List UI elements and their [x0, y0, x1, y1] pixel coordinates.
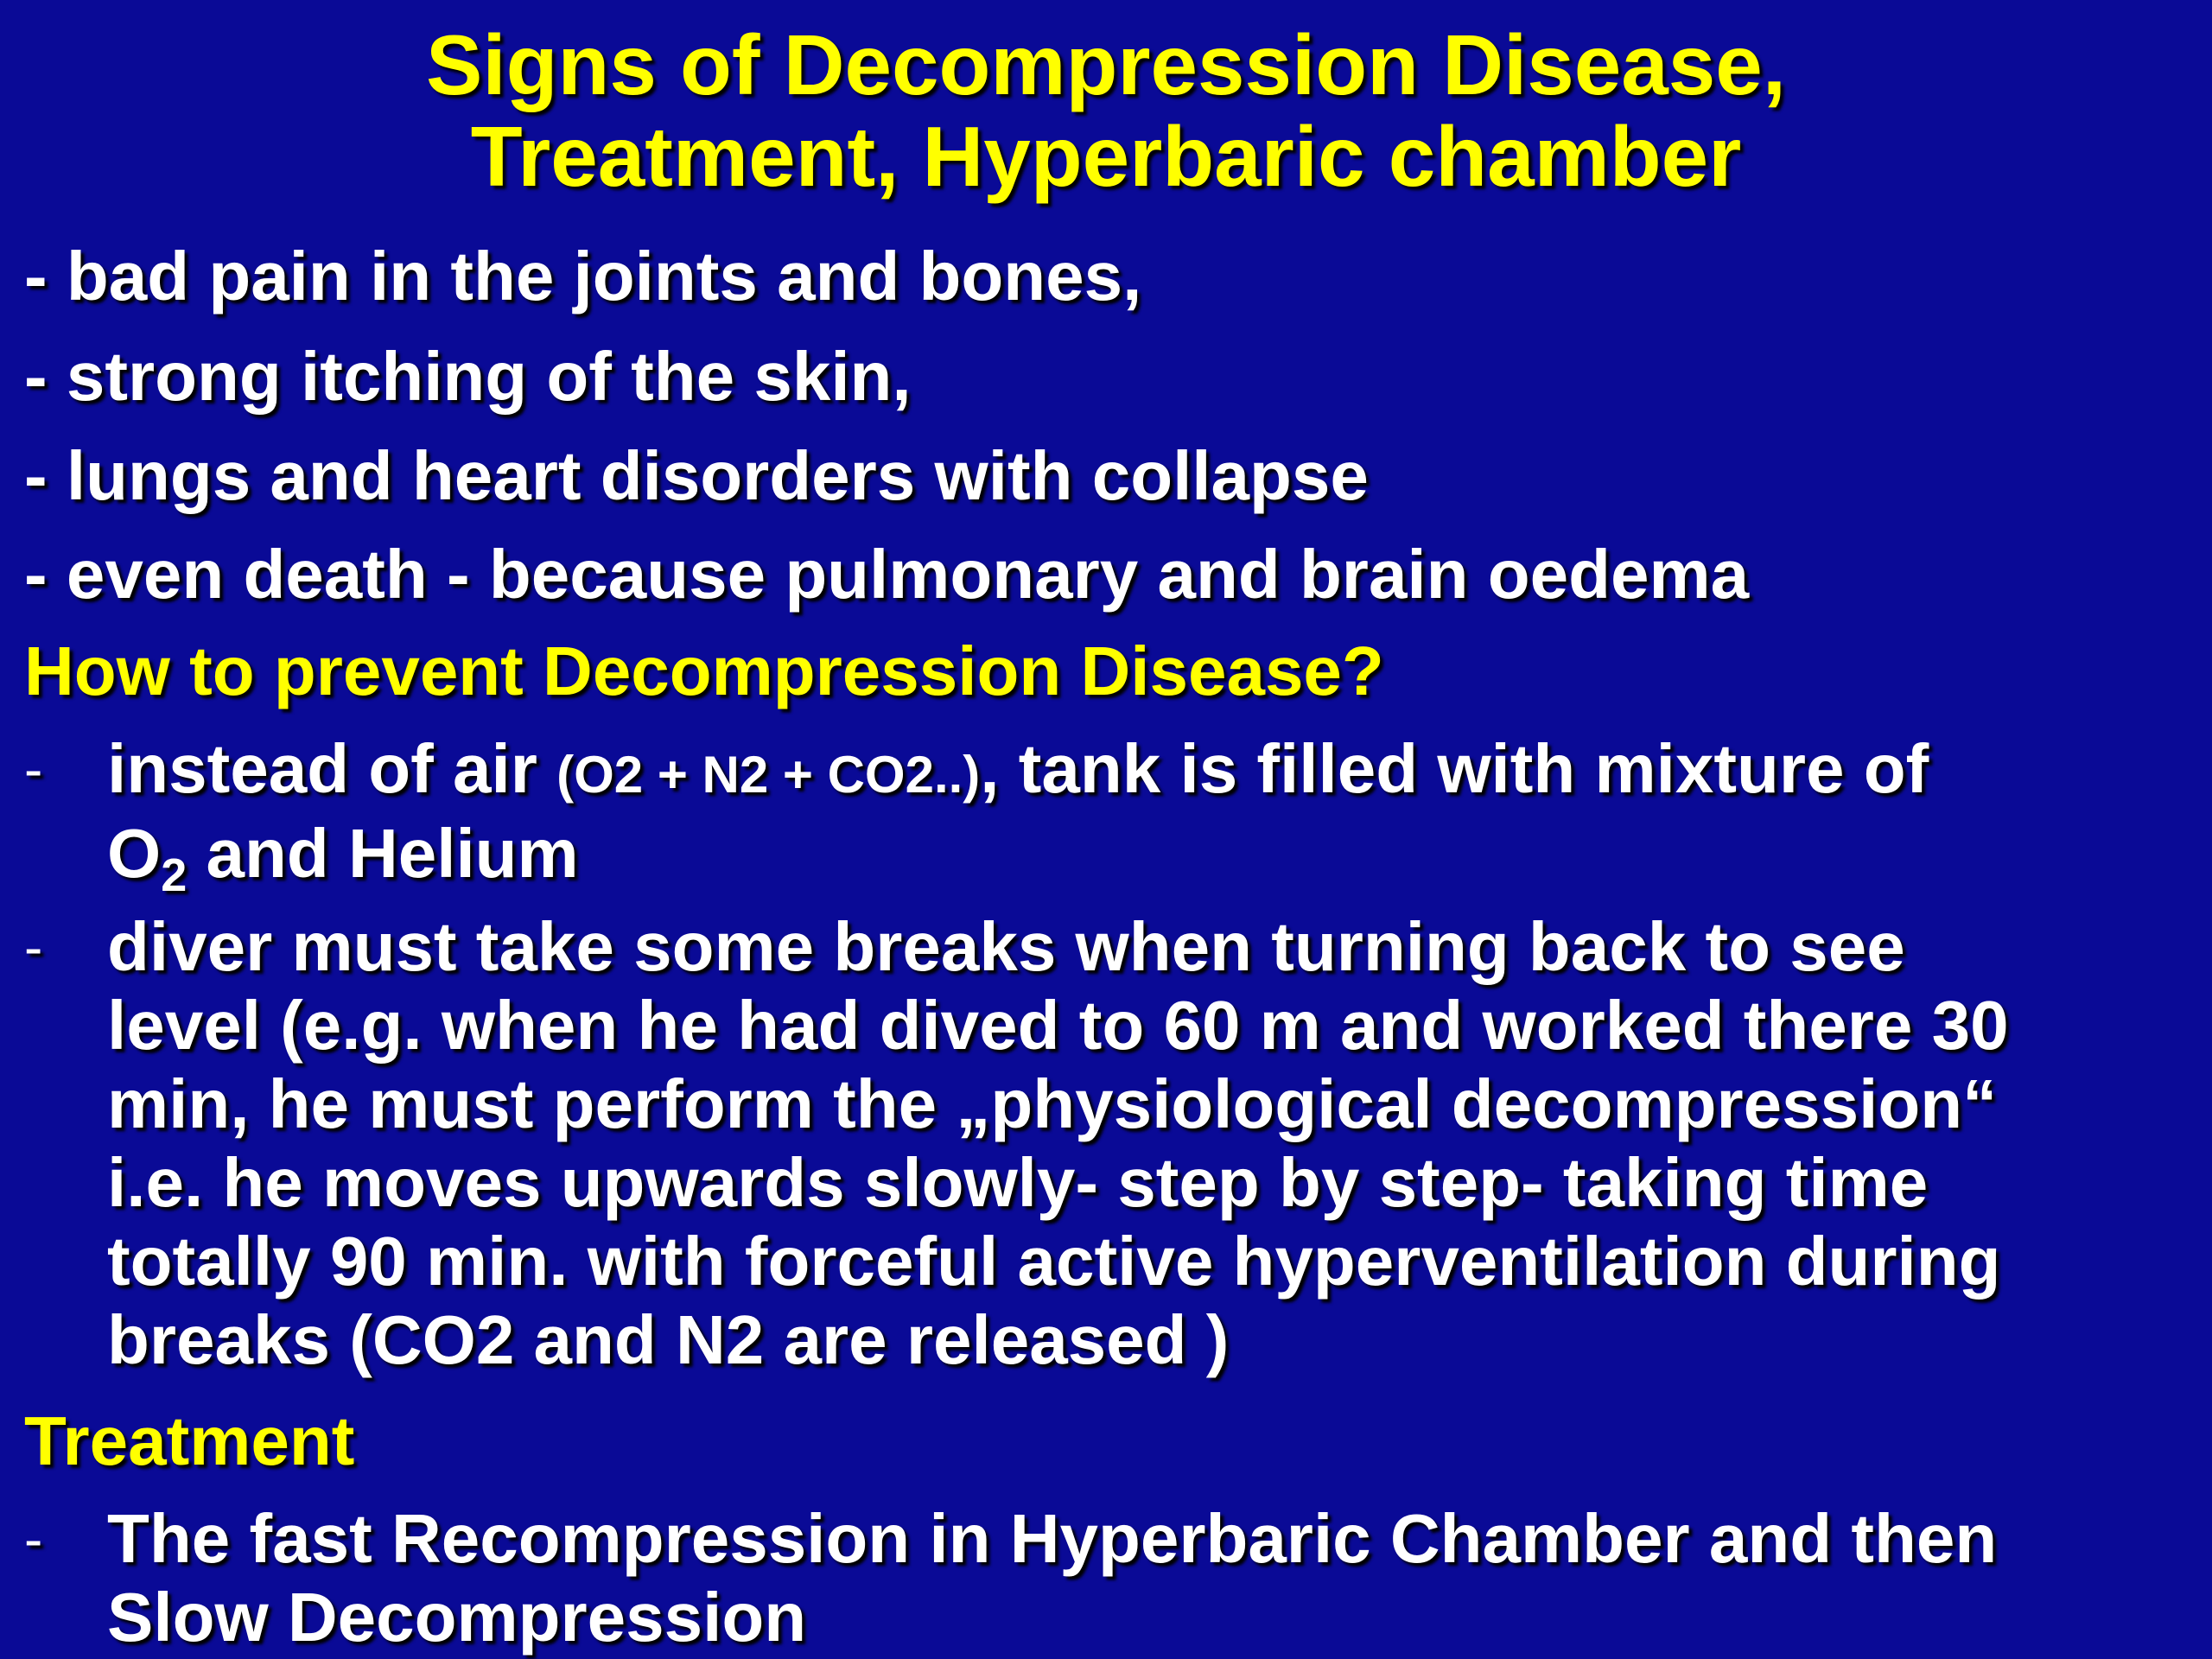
prevent-item-2-line: totally 90 min. with forceful active hyperventilation during: [107, 1223, 2001, 1300]
prevent-item-1-text-d: and Helium: [187, 815, 579, 892]
treatment-item: [107, 1499, 2198, 1656]
sign-dash: -: [24, 536, 48, 613]
prevent-item-2: [107, 907, 2198, 1379]
slide-title: [0, 19, 2212, 202]
treatment-heading: Treatment: [24, 1402, 355, 1479]
sign-item: [24, 535, 1749, 614]
treatment-item-line: The fast Recompression in Hyperbaric Chamber and then: [107, 1500, 1998, 1577]
prevent-item-2-line: level (e.g. when he had dived to 60 m and worked there 30: [107, 987, 2009, 1064]
prevent-item-1: [107, 729, 2198, 902]
sign-dash: -: [24, 238, 48, 315]
prevent-item-2-line: i.e. he moves upwards slowly- step by step- taking time: [107, 1144, 1929, 1221]
air-composition: (O2 + N2 + CO2..): [556, 746, 981, 804]
sign-text: even death - because pulmonary and brain oedema: [47, 536, 1750, 613]
treatment-item-dash: -: [24, 1508, 43, 1570]
sign-item: [24, 436, 1369, 516]
sign-item: [24, 237, 1141, 316]
oxygen-symbol: O: [107, 815, 162, 892]
prevent-item-2-line: breaks (CO2 and N2 are released ): [107, 1301, 1230, 1378]
sign-text: strong itching of the skin,: [47, 338, 912, 415]
prevent-item-1-dash: -: [24, 738, 43, 800]
sign-text: bad pain in the joints and bones,: [47, 238, 1142, 315]
title-line-1: Signs of Decompression Disease,: [426, 17, 1786, 112]
prevent-item-2-dash: -: [24, 916, 43, 978]
sign-item: [24, 337, 912, 416]
prevent-item-2-line: diver must take some breaks when turning back to see: [107, 908, 1905, 985]
treatment-item-line: Slow Decompression: [107, 1579, 807, 1656]
sign-dash: -: [24, 338, 48, 415]
sign-dash: -: [24, 437, 48, 514]
sign-text: lungs and heart disorders with collapse: [47, 437, 1369, 514]
prevent-heading: How to prevent Decompression Disease?: [24, 632, 1384, 709]
prevent-item-2-line: min, he must perform the „physiological decompression“: [107, 1065, 1998, 1142]
oxygen-subscript: 2: [161, 849, 188, 902]
title-line-2: Treatment, Hyperbaric chamber: [470, 109, 1742, 204]
prevent-item-1-text-c: , tank is filled with mixture of: [980, 730, 1929, 807]
prevent-item-1-text-a: instead of air: [107, 730, 557, 807]
